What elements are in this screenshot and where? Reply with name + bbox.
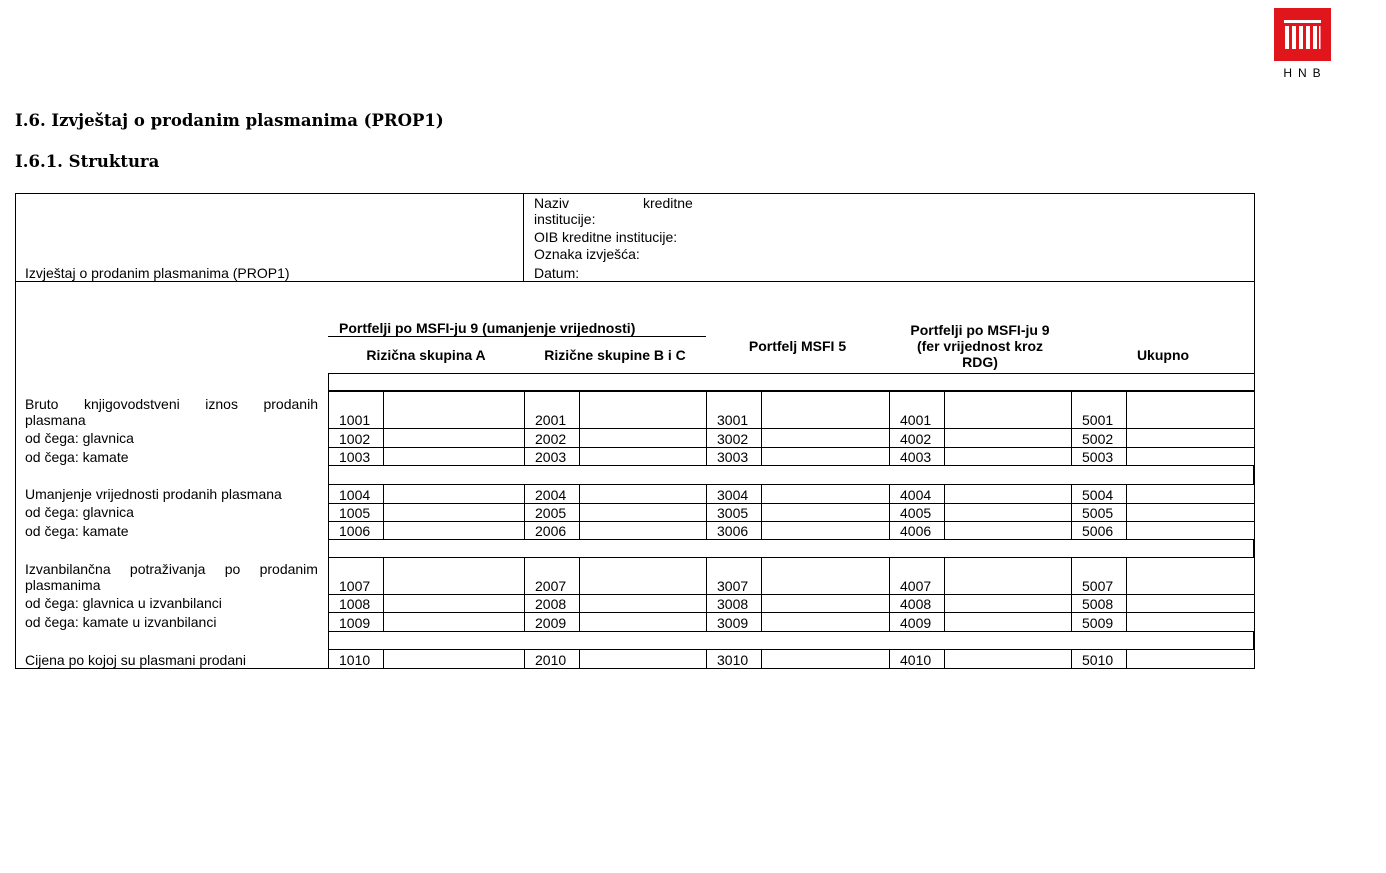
code-label-2007: 2007 [535,578,567,594]
code-label-5005: 5005 [1082,505,1114,521]
column-header-a: Rizična skupina A [366,347,486,363]
value-input-4003[interactable] [944,447,1072,466]
value-input-2002[interactable] [579,428,707,448]
value-input-5004[interactable] [1126,484,1255,504]
value-input-2010[interactable] [579,649,707,669]
header-divider [523,194,524,282]
row-label-1002: od čega: glavnica [25,430,134,446]
value-input-2009[interactable] [579,612,707,632]
code-label-4010: 4010 [900,652,932,668]
code-label-4008: 4008 [900,596,932,612]
code-label-5003: 5003 [1082,449,1114,465]
row-label-1007-w1: Izvanbilančna [25,561,111,577]
code-label-2003: 2003 [535,449,567,465]
code-label-1007: 1007 [339,578,371,594]
value-input-5002[interactable] [1126,428,1255,448]
row-label-1001-w1: Bruto [25,396,59,412]
value-input-2008[interactable] [579,594,707,613]
code-label-5002: 5002 [1082,431,1114,447]
spacer-left-edge [328,373,329,390]
row-label-1007-w4: prodanim [259,561,318,577]
value-input-4008[interactable] [944,594,1072,613]
code-label-3009: 3009 [717,615,749,631]
column-group-underline [328,336,706,337]
value-input-5005[interactable] [1126,503,1255,522]
code-label-2001: 2001 [535,412,567,428]
row-label-1005: od čega: glavnica [25,504,134,520]
column-header-msfi5: Portfelj MSFI 5 [748,338,847,354]
value-input-3001[interactable] [761,391,890,429]
row-label-1001-line2: plasmana [25,412,86,428]
value-input-3004[interactable] [761,484,890,504]
row-label-1010: Cijena po kojoj su plasmani prodani [25,652,247,668]
row-label-1009: od čega: kamate u izvanbilanci [25,614,217,630]
code-label-3005: 3005 [717,505,749,521]
value-input-3002[interactable] [761,428,890,448]
code-label-1008: 1008 [339,596,371,612]
code-label-2008: 2008 [535,596,567,612]
naziv-label-word1: Naziv [534,195,570,211]
row-label-1003: od čega: kamate [25,449,129,465]
datum-label: Datum: [534,265,580,281]
column-header-fv-line3: RDG) [962,354,998,370]
section-title: I.6.1. Struktura [15,152,160,171]
code-label-4006: 4006 [900,523,932,539]
code-label-2005: 2005 [535,505,567,521]
code-label-2002: 2002 [535,431,567,447]
code-label-5001: 5001 [1082,412,1114,428]
report-name-label: Izvještaj o prodanim plasmanima (PROP1) [25,265,290,281]
code-label-5009: 5009 [1082,615,1114,631]
row-label-1007 [25,561,318,578]
column-header-fv-line1: Portfelji po MSFI-ju 9 [910,322,1050,338]
code-label-1009: 1009 [339,615,371,631]
value-input-4005[interactable] [944,503,1072,522]
code-label-3003: 3003 [717,449,749,465]
code-label-3010: 3010 [717,652,749,668]
code-label-2006: 2006 [535,523,567,539]
value-input-3009[interactable] [761,612,890,632]
code-label-4002: 4002 [900,431,932,447]
oib-label: OIB kreditne institucije: [534,229,678,245]
code-label-1006: 1006 [339,523,371,539]
value-input-5008[interactable] [1126,594,1255,613]
value-input-5003[interactable] [1126,447,1255,466]
value-input-3005[interactable] [761,503,890,522]
naziv-label-line2: institucije: [534,211,596,227]
value-input-4006[interactable] [944,521,1072,540]
code-label-5006: 5006 [1082,523,1114,539]
row-label-1007-w3: po [224,561,241,577]
value-input-1006[interactable] [383,521,525,540]
value-input-1004[interactable] [383,484,525,504]
code-label-5007: 5007 [1082,578,1114,594]
value-input-3007[interactable] [761,557,890,595]
code-label-4007: 4007 [900,578,932,594]
value-input-2003[interactable] [579,447,707,466]
row-label-1007-line2: plasmanima [25,577,101,593]
value-input-1010[interactable] [383,649,525,669]
code-label-5008: 5008 [1082,596,1114,612]
naziv-label-word2: kreditne [643,195,693,211]
value-input-1001[interactable] [383,391,525,429]
value-input-4001[interactable] [944,391,1072,429]
value-input-3010[interactable] [761,649,890,669]
code-label-2009: 2009 [535,615,567,631]
oznaka-label: Oznaka izvješća: [534,246,640,262]
row-label-1001-w4: prodanih [263,396,318,412]
header-row-bottom-line [328,373,1254,374]
value-input-1008[interactable] [383,594,525,613]
code-label-3002: 3002 [717,431,749,447]
column-header-bc: Rizične skupine B i C [544,347,686,363]
code-label-3007: 3007 [717,578,749,594]
code-label-4005: 4005 [900,505,932,521]
value-input-1002[interactable] [383,428,525,448]
column-header-total: Ukupno [1136,347,1190,363]
code-label-4001: 4001 [900,412,932,428]
code-label-4009: 4009 [900,615,932,631]
value-input-2007[interactable] [579,557,707,595]
column-header-fv-line2: (fer vrijednost kroz [916,338,1044,354]
code-label-3006: 3006 [717,523,749,539]
column-group-ifrs9-impairment: Portfelji po MSFI-ju 9 (umanjenje vrijednosti) [339,320,636,336]
value-input-5006[interactable] [1126,521,1255,540]
hnb-logo-mark-icon [1274,8,1331,61]
code-label-4004: 4004 [900,487,932,503]
row-label-1006: od čega: kamate [25,523,129,539]
row-label-1004: Umanjenje vrijednosti prodanih plasmana [25,486,282,502]
separator-row [328,631,1254,650]
value-input-1009[interactable] [383,612,525,632]
row-label-1007-w2: potraživanja [129,561,206,577]
code-label-1001: 1001 [339,412,371,428]
code-label-3001: 3001 [717,412,749,428]
value-input-1003[interactable] [383,447,525,466]
separator-row [328,539,1254,558]
code-label-1003: 1003 [339,449,371,465]
value-input-3008[interactable] [761,594,890,613]
value-input-5009[interactable] [1126,612,1255,632]
code-label-1002: 1002 [339,431,371,447]
value-input-3003[interactable] [761,447,890,466]
value-input-1007[interactable] [383,557,525,595]
code-label-4003: 4003 [900,449,932,465]
value-input-4002[interactable] [944,428,1072,448]
value-input-2004[interactable] [579,484,707,504]
value-input-4007[interactable] [944,557,1072,595]
value-input-3006[interactable] [761,521,890,540]
code-label-1005: 1005 [339,505,371,521]
value-input-4004[interactable] [944,484,1072,504]
code-label-3004: 3004 [717,487,749,503]
code-label-1010: 1010 [339,652,371,668]
hnb-logo [1274,8,1331,80]
value-input-4009[interactable] [944,612,1072,632]
row-label-1001-w3: iznos [205,396,238,412]
row-label-1008: od čega: glavnica u izvanbilanci [25,595,222,611]
value-input-5010[interactable] [1126,649,1255,669]
code-label-2004: 2004 [535,487,567,503]
value-input-5001[interactable] [1126,391,1255,429]
value-input-2005[interactable] [579,503,707,522]
separator-row [328,465,1254,485]
value-input-4010[interactable] [944,649,1072,669]
value-input-2001[interactable] [579,391,707,429]
row-label-1001 [25,396,318,413]
code-label-5010: 5010 [1082,652,1114,668]
code-label-2010: 2010 [535,652,567,668]
value-input-1005[interactable] [383,503,525,522]
hnb-logo-text: HNB [1283,66,1327,80]
row-label-1001-w2: knjigovodstveni [84,396,180,412]
code-label-3008: 3008 [717,596,749,612]
value-input-5007[interactable] [1126,557,1255,595]
value-input-2006[interactable] [579,521,707,540]
code-label-1004: 1004 [339,487,371,503]
page-title: I.6. Izvještaj o prodanim plasmanima (PROP1) [15,111,444,130]
code-label-5004: 5004 [1082,487,1114,503]
